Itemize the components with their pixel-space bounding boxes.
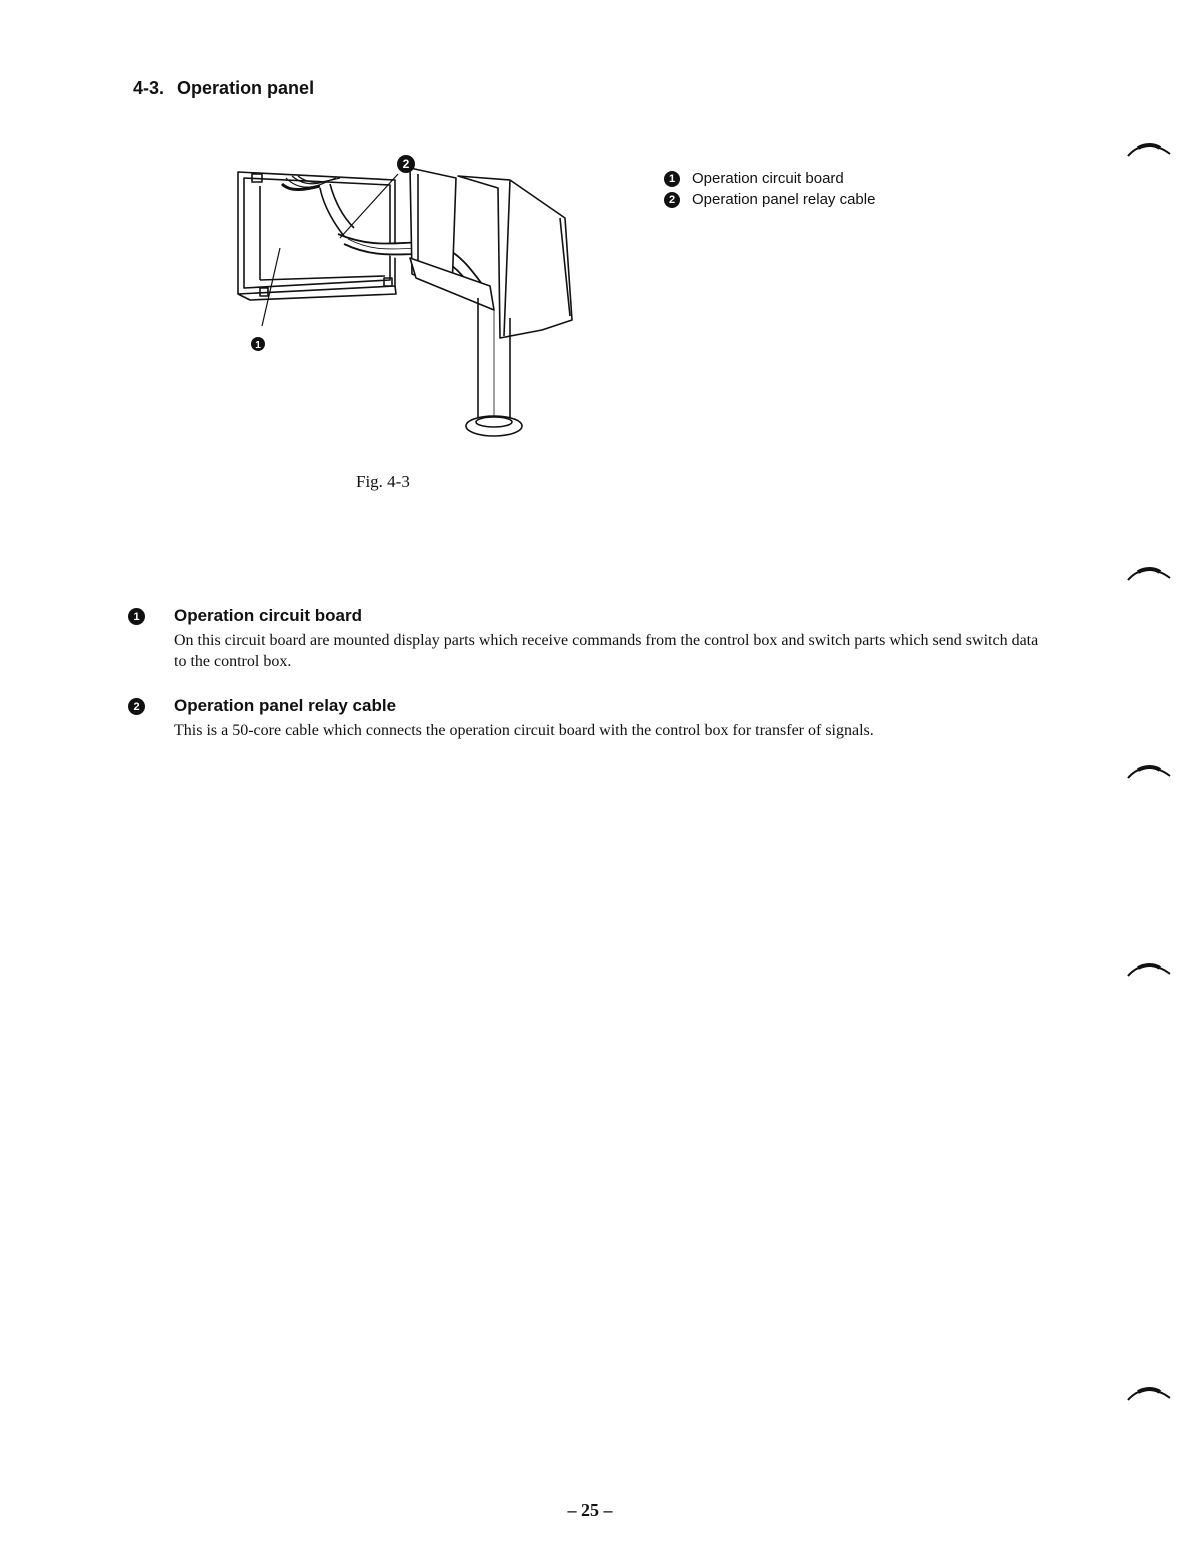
- operation-panel-figure: [220, 148, 600, 448]
- section-number: 4-3.: [133, 78, 165, 98]
- binder-mark: [1124, 564, 1174, 584]
- binder-mark: [1124, 140, 1174, 160]
- operation-panel-illustration: [220, 148, 600, 448]
- entry-badge: 1: [128, 608, 145, 625]
- legend-label: Operation panel relay cable: [692, 191, 876, 208]
- legend-item: [664, 189, 875, 210]
- binder-mark: [1124, 960, 1174, 980]
- page-number: – 25 –: [567, 1500, 613, 1520]
- section-heading: [133, 78, 314, 99]
- legend-badge: 2: [664, 192, 680, 208]
- callout-1-badge: [251, 337, 265, 351]
- legend-label: Operation circuit board: [692, 170, 844, 187]
- legend-item: [664, 168, 875, 189]
- figure-caption: Fig. 4-3: [356, 472, 410, 491]
- entry-title: Operation circuit board: [174, 606, 362, 625]
- figure-legend: [664, 168, 875, 210]
- binder-mark: [1124, 1384, 1174, 1404]
- binder-mark: [1124, 762, 1174, 782]
- description-entry: [128, 606, 1048, 676]
- svg-text:1: 1: [255, 340, 261, 351]
- callout-2-badge: [397, 155, 415, 173]
- legend-badge: 1: [664, 171, 680, 187]
- entry-title: Operation panel relay cable: [174, 696, 397, 715]
- entry-body: This is a 50-core cable which connects the operation circuit board with the control box for transfer of signals.: [174, 722, 874, 739]
- entry-body: On this circuit board are mounted display parts which receive commands from the control box and switch parts which send switch data to the control box.: [174, 632, 1039, 670]
- section-title: Operation panel: [177, 78, 315, 98]
- entry-badge: 2: [128, 698, 145, 715]
- description-entry: [128, 696, 1048, 746]
- svg-text:2: 2: [402, 157, 410, 171]
